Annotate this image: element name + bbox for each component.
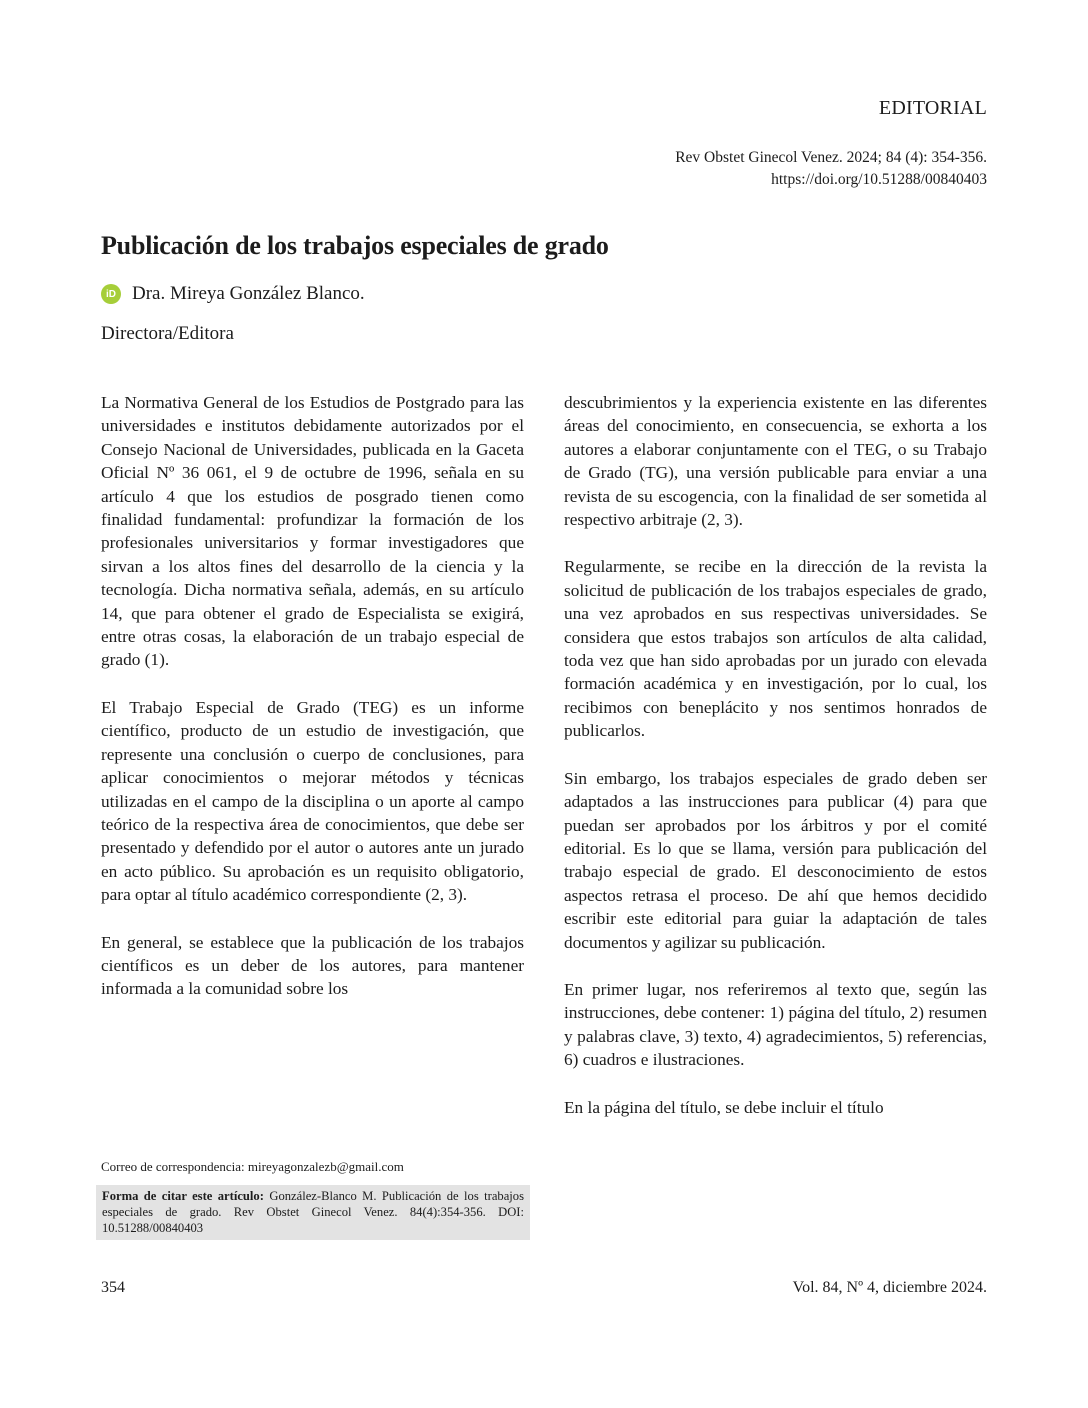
body-column-right xyxy=(564,391,987,1143)
paragraph: En primer lugar, nos referiremos al texto que, según las instrucciones, debe contener: 1) página del título, 2) resumen y palabras clave, 3) texto, 4) agradecimientos, 5) referencias, 6) cuadros e ilustraciones. xyxy=(564,979,987,1070)
section-label: EDITORIAL xyxy=(878,97,987,119)
author-name: Dra. Mireya González Blanco. xyxy=(132,283,365,304)
paragraph: Regularmente, se recibe en la dirección de la revista la solicitud de publicación de los trabajos especiales de grado, una vez aprobados en sus respectivas universidades. Se considera que estos trabajos son artículos de alta calidad, toda vez que han sido aprobadas por un jurado con elevada formación académica y en investigación, por lo cual, los recibimos con beneplácito y nos sentimos honrados de publicarlos. xyxy=(564,557,987,741)
doi-link[interactable]: https://doi.org/10.51288/00840403 xyxy=(771,171,987,188)
author-role: Directora/Editora xyxy=(101,323,234,344)
paragraph: El Trabajo Especial de Grado (TEG) es un informe científico, producto de un estudio de investigación, que represente una conclusión o cuerpo de conclusiones, para aplicar conocimientos o mejorar métodos y técnicas utilizadas en el campo de la disciplina o un aporte al campo teórico de la respectiva área de conocimientos, que debe ser presentado y defendido por el autor o autores ante un jurado en acto público. Su aprobación es un requisito obligatorio, para optar al título académico correspondiente (2, 3). xyxy=(101,697,524,905)
author-line xyxy=(101,283,365,305)
paragraph: La Normativa General de los Estudios de Postgrado para las universidades e institutos debidamente autorizados por el Consejo Nacional de Universidades, publicada en la Gaceta Oficial Nº 36 061, el 9 de octubre de 1996, señala en su artículo 4 que los estudios de posgrado tienen como finalidad fundamental: profundizar la formación de los profesionales universitarios y formar investigadores que sirvan a los altos fines del desarrollo de la ciencia y la tecnología. Dicha normativa señala, además, en su artículo 14, que para obtener el grado de Especialista se exigirá, entre otras cosas, la elaboración de un trabajo especial de grado (1). xyxy=(101,393,524,670)
journal-citation xyxy=(675,147,987,191)
article-title: Publicación de los trabajos especiales de grado xyxy=(101,231,609,260)
citation-line: Rev Obstet Ginecol Venez. 2024; 84 (4): 354-356. xyxy=(675,149,987,166)
volume-info: Vol. 84, Nº 4, diciembre 2024. xyxy=(792,1279,987,1296)
paragraph: En general, se establece que la publicación de los trabajos científicos es un deber de los autores, para mantener informada a la comunidad sobre los xyxy=(101,932,524,999)
body-column-left xyxy=(101,391,524,1025)
paragraph: En la página del título, se debe incluir el título xyxy=(564,1097,884,1117)
citation-box xyxy=(96,1185,530,1240)
orcid-icon[interactable]: iD xyxy=(101,284,121,304)
correspondence-note: Correo de correspondencia: mireyagonzalezb@gmail.com xyxy=(101,1159,404,1174)
cite-text: González-Blanco M. Publicación de los trabajos especiales de grado. Rev Obstet Ginecol Venez. 84(4):354-356. DOI: 10.51288/00840403 xyxy=(102,1189,524,1235)
page-number: 354 xyxy=(101,1279,125,1296)
cite-label: Forma de citar este artículo: xyxy=(102,1189,264,1203)
paragraph: descubrimientos y la experiencia existente en las diferentes áreas del conocimiento, en consecuencia, se exhorta a los autores a elaborar conjuntamente con el TEG, o su Trabajo de Grado (TG), una versión publicable para enviar a una revista de su escogencia, con la finalidad de ser sometida al respectivo arbitraje (2, 3). xyxy=(564,393,987,530)
paragraph: Sin embargo, los trabajos especiales de grado deben ser adaptados a las instrucciones para publicar (4) para que puedan ser aprobados por los árbitros y por el comité editorial. Es lo que se llama, versión para publicación del trabajo especial de grado. El desconocimiento de estos aspectos retrasa el proceso. De ahí que hemos decidido escribir este editorial para guiar la adaptación de tales documentos y agilizar su publicación. xyxy=(564,768,987,952)
